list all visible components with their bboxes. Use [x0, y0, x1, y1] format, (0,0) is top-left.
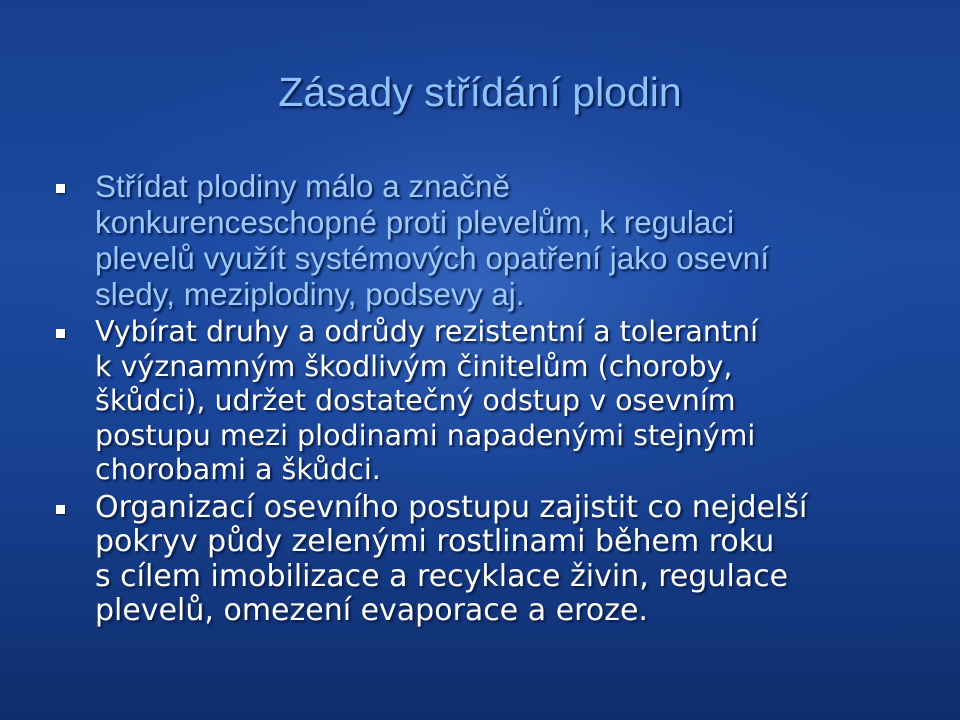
bullet-2-line-4: postupu mezi plodinami napadenými stejnými: [95, 418, 756, 452]
bullet-item-2: [52, 315, 902, 488]
square-bullet-icon: [56, 505, 65, 514]
bullet-item-1: [52, 168, 902, 312]
bullet-1-line-2: konkurenceschopné proti plevelům, k regulaci: [95, 204, 735, 240]
slide-title: Zásady střídání plodin: [278, 69, 682, 115]
bullet-1-line-4: sledy, meziplodiny, podsevy aj.: [95, 276, 525, 312]
bullet-2-line-5: chorobami a škůdci.: [95, 453, 381, 486]
bullet-1-line-3: plevelů využít systémových opatření jako osevní: [95, 240, 770, 276]
bullet-3-line-4: plevelů, omezení evaporace a eroze.: [95, 593, 648, 628]
bullet-3-line-2: pokryv půdy zelenými rostlinami během roku: [95, 524, 775, 559]
bullet-2-line-3: škůdci), udržet dostatečný odstup v osevním: [95, 384, 736, 417]
bullet-list: [52, 168, 902, 629]
bullet-3-line-1: Organizací osevního postupu zajistit co nejdelší: [95, 489, 808, 525]
square-bullet-icon: [56, 184, 65, 193]
bullet-3-line-3: s cílem imobilizace a recyklace živin, regulace: [95, 558, 789, 594]
bullet-1-line-1: Střídat plodiny málo a značně: [95, 168, 510, 204]
square-bullet-icon: [56, 329, 65, 338]
bullet-2-line-1: Vybírat druhy a odrůdy rezistentní a tolerantní: [95, 315, 759, 348]
bullet-2-line-2: k významným škodlivým činitelům (choroby,: [95, 349, 733, 383]
bullet-item-3: [52, 491, 902, 629]
